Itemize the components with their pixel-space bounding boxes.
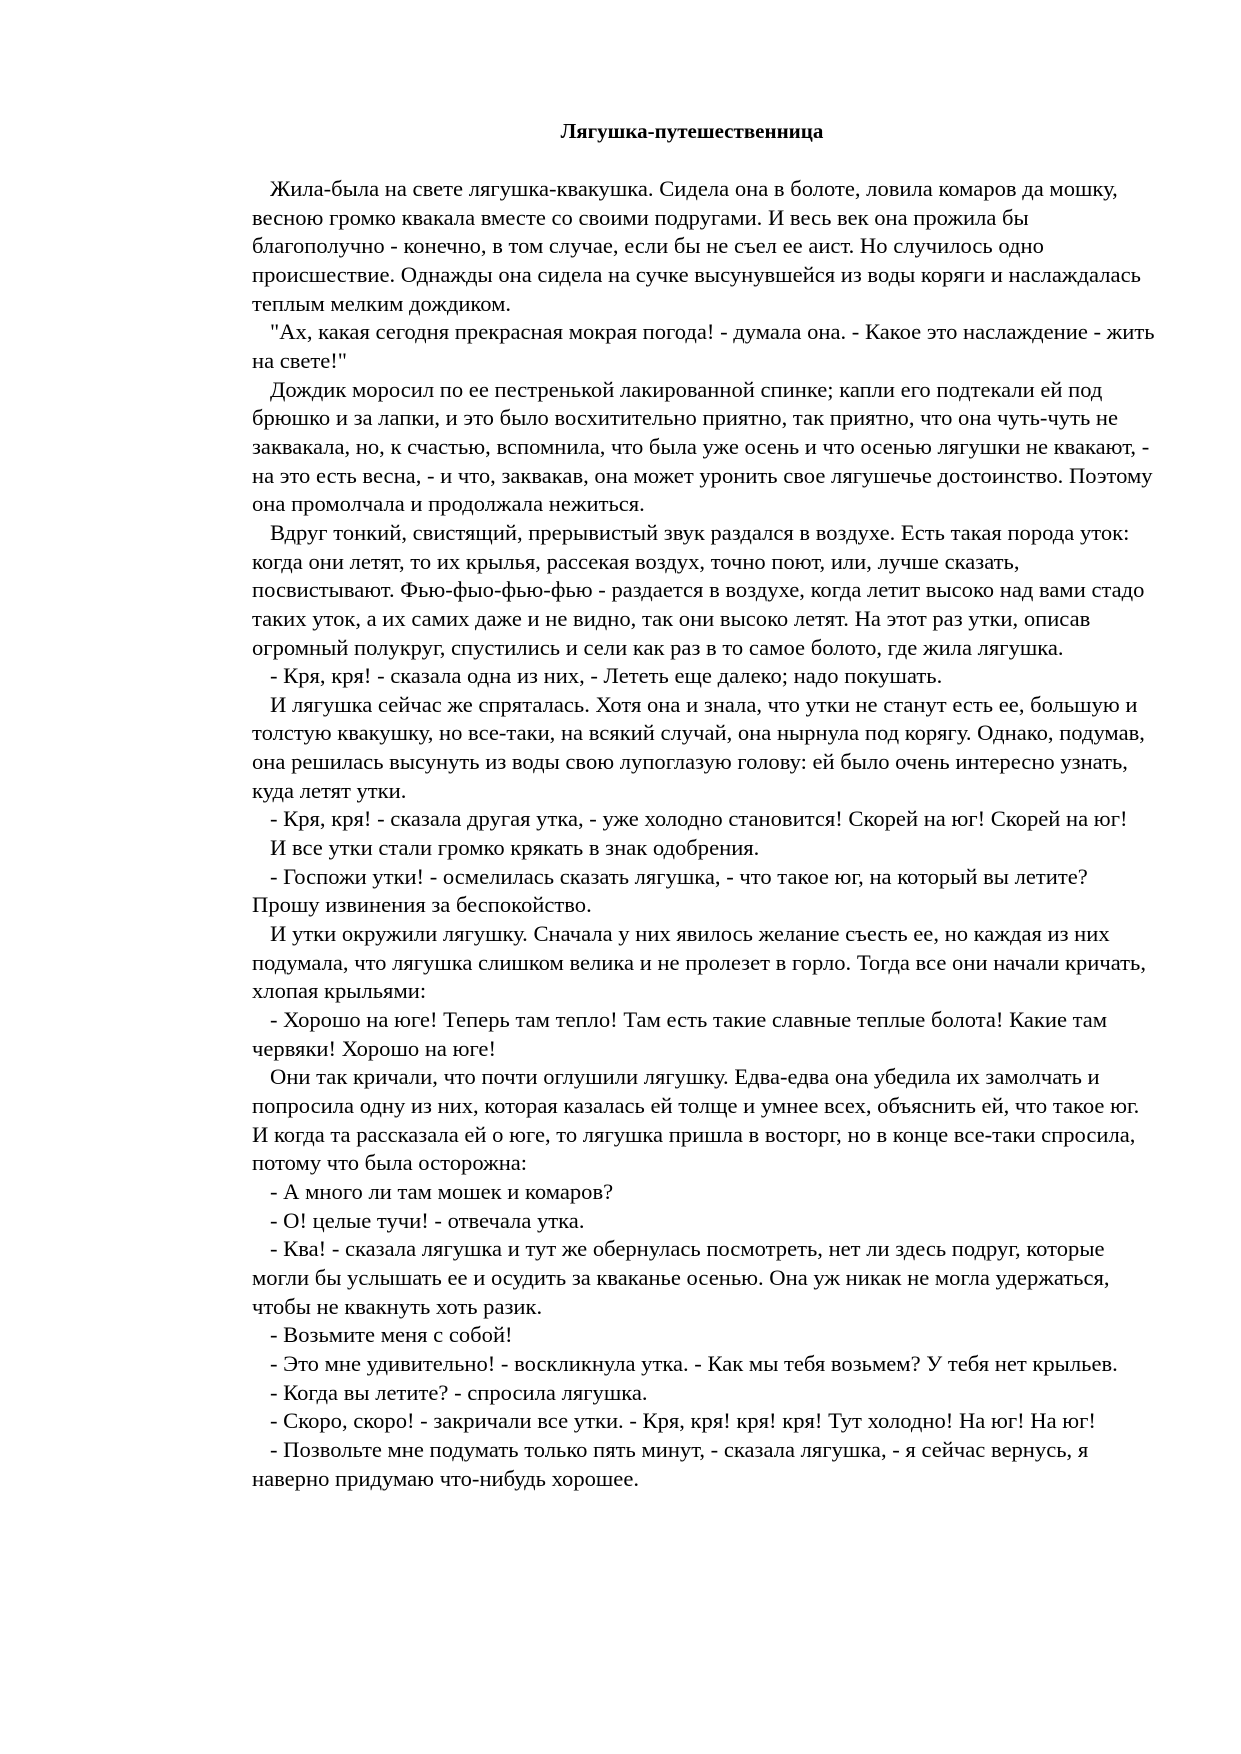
paragraph: Вдруг тонкий, свистящий, прерывистый звук раздался в воздухе. Есть такая порода уток: когда они летят, то их крылья, рассекая воздух, точно поют, или, лучше сказать, посвистывают. Фью-фыо-фью-фью - раздается в воздухе, когда летит высоко над вами стадо таких уток, а их самих даже и не видно, так они высоко летят. На этот раз утки, описав огромный полукруг, спустились и сели как раз в то самое болото, где жила лягушка. <box>252 519 1145 660</box>
story-body <box>252 175 1157 1493</box>
paragraph: И утки окружили лягушку. Сначала у них явилось желание съесть ее, но каждая из них подумала, что лягушка слишком велика и не пролезет в горло. Тогда все они начали кричать, хлопая крыльями: <box>252 921 1147 1004</box>
paragraph: Они так кричали, что почти оглушили лягушку. Едва-едва она убедила их замолчать и попросила одну из них, которая казалась ей толще и умнее всех, объяснить ей, что такое юг. И когда та рассказала ей о юге, то лягушка пришла в восторг, но в конце все-таки спросила, потому что была осторожна: <box>252 1064 1140 1176</box>
story-title: Лягушка-путешественница <box>560 119 824 143</box>
paragraph: - Когда вы летите? - спросила лягушка. <box>270 1379 648 1405</box>
paragraph: - Скоро, скоро! - закричали все утки. - Кря, кря! кря! кря! Тут холодно! На юг! На юг! <box>270 1408 1096 1434</box>
paragraph: Жила-была на свете лягушка-квакушка. Сидела она в болоте, ловила комаров да мошку, весною громко квакала вместе со своими подругами. И весь век она прожила бы благополучно - конечно, в том случае, если бы не съел ее аист. Но случилось одно происшествие. Однажды она сидела на сучке высунувшейся из воды коряги и наслаждалась теплым мелким дождиком. <box>252 176 1141 316</box>
paragraph: - Хорошо на юге! Теперь там тепло! Там есть такие славные теплые болота! Какие там червяки! Хорошо на юге! <box>252 1007 1108 1061</box>
paragraph: И все утки стали громко крякать в знак одобрения. <box>270 835 760 861</box>
paragraph: Дождик моросил по ее пестренькой лакированной спинке; капли его подтекали ей под брюшко и за лапки, и это было восхитительно приятно, так приятно, что она чуть-чуть не заквакала, но, к счастью, вспомнила, что была уже осень и что осенью лягушки не квакают, - на это есть весна, - и что, заквакав, она может уронить свое лягушечье достоинство. Поэтому она промолчала и продолжала нежиться. <box>252 376 1153 517</box>
paragraph: И лягушка сейчас же спряталась. Хотя она и знала, что утки не станут есть ее, большую и толстую квакушку, но все-таки, на всякий случай, она нырнула под корягу. Однако, подумав, она решилась высунуть из воды свою лупоглазую голову: ей было очень интересно узнать, куда летят утки. <box>252 691 1145 803</box>
paragraph: - Ква! - сказала лягушка и тут же обернулась посмотреть, нет ли здесь подруг, которые могли бы услышать ее и осудить за кваканье осенью. Она уж никак не могла удержаться, чтобы не квакнуть хоть разик. <box>252 1236 1110 1319</box>
paragraph: "Ах, какая сегодня прекрасная мокрая погода! - думала она. - Какое это наслаждение - жить на свете!" <box>252 319 1155 373</box>
paragraph: - Кря, кря! - сказала одна из них, - Лететь еще далеко; надо покушать. <box>270 663 943 689</box>
paragraph: - Госпожи утки! - осмелилась сказать лягушка, - что такое юг, на который вы летите? Прошу извинения за беспокойство. <box>252 863 1088 918</box>
paragraph: - А много ли там мошек и комаров? <box>270 1178 614 1204</box>
paragraph: - Это мне удивительно! - воскликнула утка. - Как мы тебя возьмем? У тебя нет крыльев. <box>270 1350 1118 1376</box>
paragraph: - О! целые тучи! - отвечала утка. <box>270 1207 585 1233</box>
paragraph: - Позвольте мне подумать только пять минут, - сказала лягушка, - я сейчас вернусь, я наверно придумаю что-нибудь хорошее. <box>252 1436 1089 1491</box>
paragraph: - Возьмите меня с собой! <box>270 1322 513 1348</box>
paragraph: - Кря, кря! - сказала другая утка, - уже холодно становится! Скорей на юг! Скорей на юг! <box>270 806 1128 832</box>
